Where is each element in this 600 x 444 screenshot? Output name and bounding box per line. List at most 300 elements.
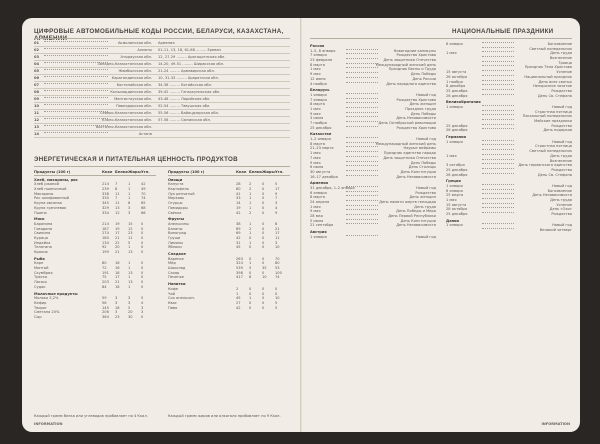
dot-leader xyxy=(346,82,378,83)
product-value: 0 xyxy=(141,280,144,285)
product-value: 0 xyxy=(141,226,144,231)
holiday-row xyxy=(446,173,572,178)
dot-leader xyxy=(482,65,514,66)
product-value: 0 xyxy=(249,286,252,291)
holiday-name: Праздник труда xyxy=(405,106,436,111)
product-value: 69 xyxy=(236,231,241,236)
nutrition-group-heading: Овощи xyxy=(168,177,183,182)
product-value: 329 xyxy=(102,205,109,210)
dot-leader xyxy=(346,63,378,64)
product-value: 5 xyxy=(249,266,252,271)
product-value: 45 xyxy=(236,296,241,301)
dot-leader xyxy=(346,93,378,94)
product-value: 13 xyxy=(128,250,133,254)
dot-leader xyxy=(346,209,378,210)
product-value: 1 xyxy=(249,231,252,236)
dot-leader xyxy=(346,58,378,59)
product-value: 0 xyxy=(262,305,265,310)
product-value: 134 xyxy=(102,240,109,245)
holiday-date: 1 мая xyxy=(446,198,457,202)
nutrition-group-heading: Рыба xyxy=(34,256,45,261)
product-value: 100 xyxy=(275,270,282,275)
dot-leader xyxy=(346,191,378,192)
dot-leader xyxy=(482,61,514,62)
product-value: 2 xyxy=(236,286,239,291)
nutrition-group-heading: Мясо xyxy=(34,217,45,222)
dot-leader xyxy=(482,149,514,150)
dot-leader xyxy=(346,67,378,68)
holiday-name: Новый год xyxy=(416,137,436,142)
product-value: 21 xyxy=(115,235,120,240)
product-value: 2 xyxy=(249,226,252,231)
product-name: Кофе xyxy=(168,286,179,291)
product-value: 0 xyxy=(262,221,265,226)
product-value: 2 xyxy=(249,187,252,192)
holiday-date: 21–23 марта xyxy=(310,146,334,151)
product-value: 30 xyxy=(128,314,133,319)
dot-leader xyxy=(44,118,108,119)
product-value: 0 xyxy=(262,205,265,210)
holiday-date: 7 мая xyxy=(310,155,321,160)
product-name: Свёкла xyxy=(168,210,182,215)
product-value: 10 xyxy=(275,296,280,301)
product-value: 59 xyxy=(102,296,107,301)
dot-leader xyxy=(44,104,108,105)
dot-leader xyxy=(346,170,378,171)
dot-leader xyxy=(346,219,378,220)
holiday-name: День германского единства xyxy=(518,163,572,168)
product-value: 1 xyxy=(128,196,131,201)
code-row xyxy=(34,110,290,117)
product-value: 3 xyxy=(141,310,144,315)
product-value: 0 xyxy=(262,245,265,250)
product-name: Капуста xyxy=(168,182,184,187)
code-number: 13 xyxy=(34,125,40,129)
product-value: 17 xyxy=(275,187,280,192)
product-value: 1 xyxy=(128,266,131,271)
holiday-name: Новый год xyxy=(552,183,572,188)
product-value: 0 xyxy=(262,270,265,275)
product-name: Макароны xyxy=(34,191,54,196)
dot-leader xyxy=(44,41,108,42)
dot-leader xyxy=(482,80,514,81)
product-value: 20 xyxy=(128,310,133,315)
holiday-name: Рождество xyxy=(551,212,572,217)
product-value: 18 xyxy=(115,284,120,289)
product-value: 0 xyxy=(262,235,265,240)
holiday-date: 1 января xyxy=(446,104,463,109)
holiday-name: День Независимости xyxy=(396,223,436,228)
nutrition-row xyxy=(168,211,290,216)
holiday-name: Новый год xyxy=(416,234,436,239)
product-value: 334 xyxy=(102,210,109,215)
product-value: 23 xyxy=(115,314,120,319)
holiday-date: 15 августа xyxy=(446,70,467,75)
code-armenia: 34-38 ......... Котайкская обл. xyxy=(158,83,213,87)
dot-leader xyxy=(346,142,378,143)
holiday-name: Непорочное зачатие xyxy=(532,84,572,89)
dot-leader xyxy=(482,144,514,145)
product-value: 0 xyxy=(275,291,278,296)
holiday-date: 24 апреля xyxy=(310,200,330,204)
holiday-date: 1–2 января xyxy=(310,137,331,142)
product-value: 1 xyxy=(249,201,252,206)
holiday-name: Новый год xyxy=(552,104,572,109)
dot-leader xyxy=(482,212,514,213)
holiday-name: День Столицы xyxy=(408,165,436,170)
product-value: 16 xyxy=(115,266,120,271)
product-value: 199 xyxy=(102,250,109,254)
product-name: Мёд xyxy=(168,261,176,266)
code-row xyxy=(34,96,290,103)
product-value: 0 xyxy=(249,256,252,261)
product-value: 417 xyxy=(236,275,243,280)
product-name: Лосось xyxy=(34,280,48,285)
holiday-date: 1 мая xyxy=(310,106,321,111)
footnote-right: Каждый грамм жиров или алкоголя прибавляет по 9 Ккал. xyxy=(168,414,281,418)
holiday-name: Светлый понедельник xyxy=(529,149,572,154)
code-number: 10 xyxy=(34,104,40,108)
holiday-name: День труда xyxy=(550,198,572,202)
dot-leader xyxy=(482,124,514,125)
column-header: Продукты (100 г) xyxy=(34,170,71,174)
product-value: 539 xyxy=(236,266,243,271)
holiday-name: День Первой Республики xyxy=(388,214,436,219)
product-value: 8 xyxy=(249,275,252,280)
holiday-name: Рождество Христово xyxy=(396,53,436,58)
product-value: 21 xyxy=(275,226,280,231)
holiday-date: 26 декабря xyxy=(446,172,468,177)
holiday-name: Майские праздники xyxy=(534,119,572,123)
product-value: 56 xyxy=(102,300,107,305)
product-name: Хлеб ржаной xyxy=(34,182,59,187)
dot-leader xyxy=(44,76,108,77)
dot-leader xyxy=(346,72,378,73)
product-value: 364 xyxy=(102,314,109,319)
holiday-name: День труда xyxy=(550,153,572,158)
product-name: Виноград xyxy=(168,231,187,236)
product-value: 20 xyxy=(115,245,120,250)
product-value: 1 xyxy=(128,284,131,289)
product-name: Сок апельсин. xyxy=(168,296,196,301)
dot-leader xyxy=(44,83,108,84)
nutrition-group-heading: Фрукты xyxy=(168,217,185,222)
dot-leader xyxy=(482,184,514,185)
holiday-date: 9 мая xyxy=(310,72,321,77)
product-value: 0 xyxy=(262,231,265,236)
code-armenia: 10, 31-33 ......... Араратская обл. xyxy=(158,76,219,80)
holiday-date: 8 марта xyxy=(310,62,325,67)
code-row xyxy=(34,75,290,82)
code-row xyxy=(34,89,290,96)
dot-leader xyxy=(482,163,514,164)
product-name: Печенье xyxy=(168,275,184,280)
holidays-column-right xyxy=(446,42,572,233)
nutrition-group-heading: Сладкое xyxy=(168,252,186,256)
holiday-date: 1–5, 8 января xyxy=(310,48,336,53)
dot-leader xyxy=(346,205,378,206)
column-header: Угл. xyxy=(141,170,150,174)
dot-leader xyxy=(482,56,514,57)
holiday-name: Успение xyxy=(556,202,572,207)
product-value: 0 xyxy=(262,300,265,305)
product-value: 3 xyxy=(115,310,118,315)
product-name: Картофель xyxy=(168,187,190,192)
product-value: 0 xyxy=(249,300,252,305)
product-name: Минтай xyxy=(34,266,49,271)
product-name: Карп xyxy=(34,261,44,266)
product-value: 80 xyxy=(102,261,107,266)
holiday-date: 28 октября xyxy=(446,207,467,212)
product-name: Груши xyxy=(168,235,181,240)
dot-leader xyxy=(346,156,378,157)
product-value: 8 xyxy=(115,187,118,192)
holiday-name: Праздник Весны и Труда xyxy=(388,67,436,72)
product-value: 3 xyxy=(275,201,278,206)
product-value: 0 xyxy=(262,191,265,196)
holiday-name: День России xyxy=(412,76,436,81)
product-value: 38 xyxy=(236,221,241,226)
dot-leader xyxy=(482,89,514,90)
nutrition-row xyxy=(34,211,156,216)
product-value: 0 xyxy=(262,182,265,187)
nutrition-row xyxy=(34,250,156,255)
holiday-name: Рождество Христово xyxy=(396,125,436,130)
product-value: 1 xyxy=(128,182,131,187)
product-name: Баранина xyxy=(34,221,53,226)
product-name: Лимоны xyxy=(168,240,184,245)
holiday-date: 6 января xyxy=(446,42,463,46)
product-value: 42 xyxy=(236,305,241,310)
product-value: 1 xyxy=(249,240,252,245)
holiday-name: День Победы и Мира xyxy=(396,209,436,214)
holiday-row xyxy=(446,228,572,233)
nutrition-row xyxy=(34,315,156,320)
holiday-name: Страстная пятница xyxy=(535,109,572,114)
holiday-date: 9 мая xyxy=(310,209,321,214)
product-value: 74 xyxy=(141,196,146,201)
column-header: Жиры xyxy=(262,170,275,174)
code-armenia: 55-56 ......... Вайоцдзорская обл. xyxy=(158,111,220,115)
product-value: 80 xyxy=(275,261,280,266)
product-value: 180 xyxy=(102,235,109,240)
product-name: Квас xyxy=(168,300,177,305)
country-heading: Беларусь xyxy=(310,88,330,93)
holiday-row xyxy=(310,223,436,228)
holiday-name: День Конституции xyxy=(400,218,436,223)
product-value: 4 xyxy=(275,205,278,210)
code-number: 02 xyxy=(34,48,40,52)
holiday-date: 30 августа xyxy=(310,169,331,174)
product-value: 0 xyxy=(141,284,144,289)
dot-leader xyxy=(482,198,514,199)
holiday-name: Международный женский день xyxy=(375,62,436,67)
product-value: 21 xyxy=(115,250,120,254)
column-header: Ккал xyxy=(236,170,247,174)
product-name: Хлеб пшеничный xyxy=(34,187,67,192)
product-value: 11 xyxy=(275,235,280,240)
holiday-date: 1 января xyxy=(446,183,463,188)
holiday-row xyxy=(446,128,572,133)
holiday-name: Успение xyxy=(556,70,572,75)
product-value: 35 xyxy=(262,266,267,271)
product-name: Лук репчатый xyxy=(168,191,195,196)
product-value: 2 xyxy=(249,210,252,215)
holiday-name: Праздник Тела Христова xyxy=(524,65,572,70)
product-value: 22 xyxy=(115,240,120,245)
product-name: Рис шлифованный xyxy=(34,196,70,201)
product-value: 65 xyxy=(141,201,146,206)
nutrition-group-heading: Напитки xyxy=(168,282,186,287)
codes-title: ЦИФРОВЫЕ АВТОМОБИЛЬНЫЕ КОДЫ РОССИИ, БЕЛАРУСИ, КАЗАХСТАНА, xyxy=(34,28,284,35)
country-heading: Казахстан xyxy=(310,132,332,137)
product-value: 0 xyxy=(141,245,144,250)
holiday-date: 6 июля xyxy=(310,165,324,170)
product-value: 12 xyxy=(115,210,120,215)
holiday-row xyxy=(310,126,436,131)
product-value: 0 xyxy=(262,240,265,245)
product-value: 0 xyxy=(262,196,265,201)
dot-leader xyxy=(346,223,378,224)
holiday-date: 3 июля xyxy=(310,116,324,121)
holiday-name: День подарков xyxy=(543,128,572,133)
holiday-name: День Независимости xyxy=(396,174,436,179)
product-name: Сыр xyxy=(34,314,42,319)
product-value: 3 xyxy=(115,296,118,301)
code-row xyxy=(34,117,290,124)
holiday-name: Новый год xyxy=(552,223,572,228)
product-name: Свинина xyxy=(34,231,51,236)
code-number: 04 xyxy=(34,62,40,66)
holiday-name: День труда xyxy=(414,204,436,209)
holiday-name: Вознесение xyxy=(549,56,572,61)
code-region: Костанайская обл. xyxy=(116,83,152,87)
holiday-row xyxy=(446,212,572,217)
dot-leader xyxy=(482,51,514,52)
product-name: Пшено xyxy=(34,210,47,215)
product-value: 0 xyxy=(262,261,265,266)
product-value: 13 xyxy=(128,280,133,285)
product-value: 3 xyxy=(128,296,131,301)
product-value: 27 xyxy=(236,300,241,305)
holiday-date: 16–17 декабря xyxy=(310,174,338,179)
product-value: 28 xyxy=(236,182,241,187)
holiday-name: Богоявление xyxy=(547,42,572,46)
dot-leader xyxy=(482,84,514,85)
product-value: 206 xyxy=(102,310,109,315)
product-value: 214 xyxy=(102,221,109,226)
product-value: 0 xyxy=(262,201,265,206)
holiday-date: 15 августа xyxy=(446,202,467,207)
column-header: Продукты (100 г) xyxy=(168,170,205,174)
holiday-date: 8 марта xyxy=(310,102,325,107)
product-name: Крупа овсяная xyxy=(34,201,62,206)
product-value: 1 xyxy=(249,196,252,201)
product-value: 68 xyxy=(141,205,146,210)
dot-leader xyxy=(482,154,514,155)
product-name: Творог xyxy=(34,305,47,310)
holiday-name: Рождество xyxy=(551,123,572,128)
code-armenia: 57-58 ......... Сюникская обл. xyxy=(158,118,211,122)
product-value: 0 xyxy=(262,256,265,261)
code-region: Северо-Казахстанская обл. xyxy=(100,111,152,115)
product-value: 1 xyxy=(128,245,131,250)
holiday-date: 1 января xyxy=(310,92,327,97)
product-value: 9 xyxy=(275,210,278,215)
nutrition-row xyxy=(168,245,290,250)
holiday-name: Рождество Христово xyxy=(396,97,436,102)
holiday-name: День труда xyxy=(550,51,572,56)
holidays-title: НАЦИОНАЛЬНЫЕ ПРАЗДНИКИ xyxy=(452,28,554,35)
holiday-name: Национальный праздник xyxy=(524,74,572,79)
dot-leader xyxy=(346,161,378,162)
product-value: 17 xyxy=(115,275,120,280)
dot-leader xyxy=(482,94,514,95)
product-name: Скумбрия xyxy=(34,270,53,275)
holiday-name: Новый год xyxy=(416,185,436,190)
product-value: 84 xyxy=(102,284,107,289)
country-heading: Россия xyxy=(310,44,325,48)
code-row xyxy=(34,68,290,75)
country-heading: Великобритания xyxy=(446,100,481,105)
country-heading: Армения xyxy=(310,181,329,186)
dot-leader xyxy=(482,168,514,169)
product-name: Бананы xyxy=(168,226,183,231)
dot-leader xyxy=(482,173,514,174)
product-value: 1 xyxy=(249,221,252,226)
holiday-name: День Победы xyxy=(410,160,436,165)
code-armenia: 52-54 ......... Тавушская обл. xyxy=(158,104,211,108)
product-name: Курица xyxy=(34,235,48,240)
product-value: 3 xyxy=(128,210,131,215)
product-value: 19 xyxy=(115,221,120,226)
product-value: 13 xyxy=(115,205,120,210)
dot-leader xyxy=(44,111,108,112)
divider xyxy=(34,166,290,167)
product-name: Сметана 20% xyxy=(34,310,60,315)
dot-leader xyxy=(346,146,378,147)
product-value: 80 xyxy=(236,187,241,192)
right-page xyxy=(302,18,580,432)
product-value: 49 xyxy=(141,187,146,192)
dot-leader xyxy=(346,98,378,99)
code-region: Мангистауская обл. xyxy=(114,97,152,101)
product-name: Телятина xyxy=(34,245,52,250)
product-value: 214 xyxy=(102,182,109,187)
dot-leader xyxy=(482,110,514,111)
product-value: 3 xyxy=(115,300,118,305)
code-number: 12 xyxy=(34,118,40,122)
nutrition-group-heading: Молочные продукты xyxy=(34,291,78,296)
holiday-name: Новогодние каникулы xyxy=(393,48,436,53)
code-region: Южно-Казахстанская обл. xyxy=(101,118,152,122)
dot-leader xyxy=(482,47,514,48)
code-region: Павлодарская обл. xyxy=(116,104,152,108)
product-name: Варенье xyxy=(168,256,184,261)
holiday-date: 1 мая xyxy=(310,204,321,209)
product-value: 72 xyxy=(102,266,107,271)
dot-leader xyxy=(346,107,378,108)
holiday-row xyxy=(310,82,436,87)
holiday-date: 1 мая xyxy=(446,51,457,56)
product-name: Яблоки xyxy=(168,245,182,250)
code-number: 09 xyxy=(34,97,40,101)
holiday-date: 25 декабря xyxy=(310,125,332,130)
product-name: Крупа гречневая xyxy=(34,205,67,210)
dot-leader xyxy=(482,140,514,141)
code-armenia: 39-42 ......... Гегаркуникская обл. xyxy=(158,90,221,94)
dot-leader xyxy=(482,105,514,106)
